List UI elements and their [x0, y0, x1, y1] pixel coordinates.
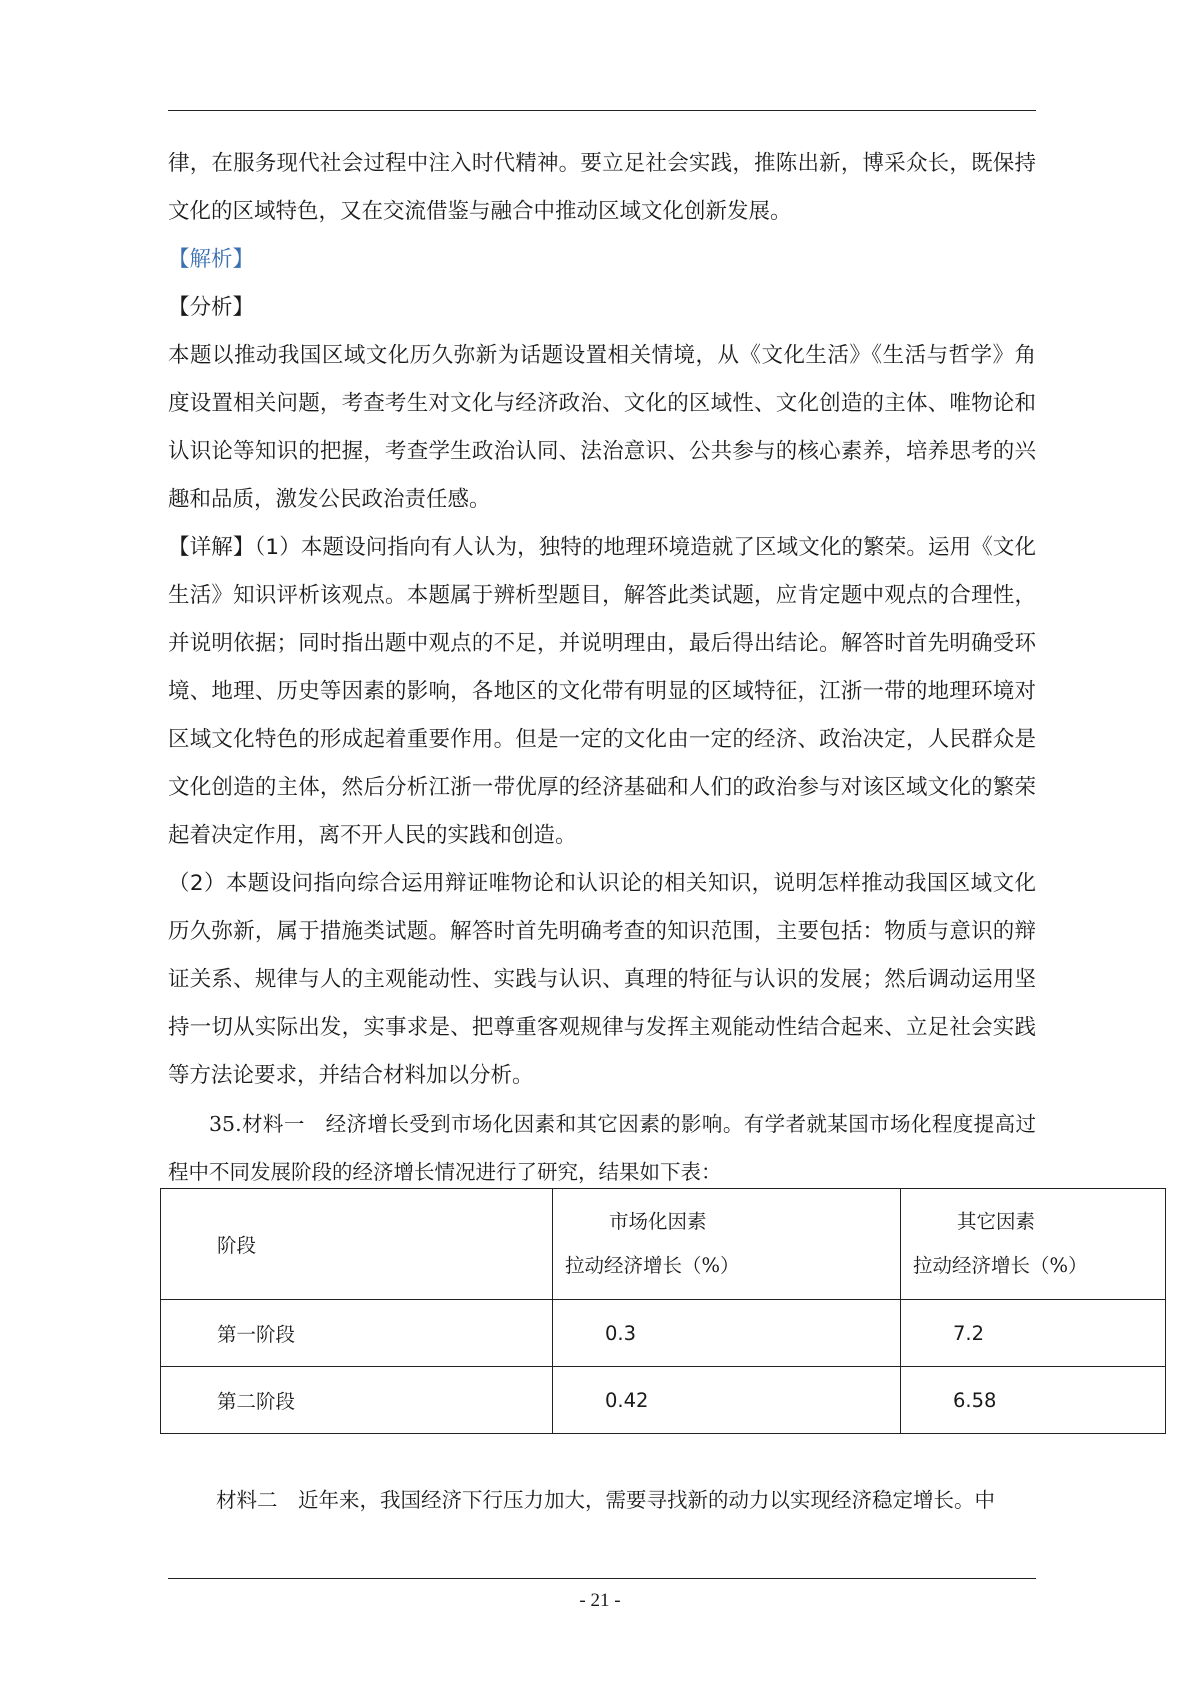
other-value-cell: 6.58 — [901, 1367, 1166, 1434]
document-body — [168, 140, 1036, 1196]
page-number: - 21 - — [579, 1590, 621, 1611]
header-market-factor: 市场化因素 拉动经济增长（%） — [553, 1189, 901, 1300]
question-35-text: 35.材料一 经济增长受到市场化因素和其它因素的影响。有学者就某国市场化程度提高过程中不同发展阶段的经济增长情况进行了研究，结果如下表： — [168, 1112, 1036, 1184]
market-value-cell: 0.3 — [553, 1300, 901, 1367]
breakdown-heading: 【分析】 — [168, 295, 255, 320]
table-row — [161, 1367, 1166, 1434]
material-2-text: 材料二 近年来，我国经济下行压力加大，需要寻找新的动力以实现经济稳定增长。中 — [216, 1488, 995, 1512]
table-row — [161, 1300, 1166, 1367]
breakdown-paragraph: 本题以推动我国区域文化历久弥新为话题设置相关情境，从《文化生活》《生活与哲学》角度设置相关问题，考查考生对文化与经济政治、文化的区域性、文化创造的主体、唯物论和认识论等知识的把握，考查学生政治认同、法治意识、公共参与的核心素养，培养思考的兴趣和品质，激发公民政治责任感。 — [168, 343, 1036, 512]
stage-cell: 第一阶段 — [161, 1300, 553, 1367]
header-rule — [168, 110, 1036, 111]
header-stage: 阶段 — [161, 1189, 553, 1300]
header-other-factor: 其它因素 拉动经济增长（%） — [901, 1189, 1166, 1300]
detail-paragraph-2: （2）本题设问指向综合运用辩证唯物论和认识论的相关知识，说明怎样推动我国区域文化历久弥新，属于措施类试题。解答时首先明确考查的知识范围，主要包括：物质与意识的辩证关系、规律与人的主观能动性、实践与认识、真理的特征与认识的发展；然后调动运用坚持一切从实际出发，实事求是、把尊重客观规律与发挥主观能动性结合起来、立足社会实践等方法论要求，并结合材料加以分析。 — [168, 871, 1036, 1088]
market-value-cell: 0.42 — [553, 1367, 901, 1434]
detail-text-1: （1）本题设问指向有人认为，独特的地理环境造就了区域文化的繁荣。运用《文化生活》知识评析该观点。本题属于辨析型题目，解答此类试题，应肯定题中观点的合理性，并说明依据；同时指出题中观点的不足，并说明理由，最后得出结论。解答时首先明确受环境、地理、历史等因素的影响，各地区的文化带有明显的区域特征，江浙一带的地理环境对区域文化特色的形成起着重要作用。但是一定的文化由一定的经济、政治决定，人民群众是文化创造的主体，然后分析江浙一带优厚的经济基础和人们的政治参与对该区域文化的繁荣起着决定作用，离不开人民的实践和创造。 — [168, 535, 1036, 848]
detail-paragraph-1 — [168, 524, 1036, 860]
continuation-paragraph: 律，在服务现代社会过程中注入时代精神。要立足社会实践，推陈出新，博采众长，既保持文化的区域特色，又在交流借鉴与融合中推动区域文化创新发展。 — [168, 151, 1036, 224]
table-header-row — [161, 1189, 1166, 1300]
analysis-heading: 【解析】 — [168, 247, 255, 272]
stage-cell: 第二阶段 — [161, 1367, 553, 1434]
detail-heading: 【详解】 — [168, 535, 255, 560]
growth-factors-table — [160, 1188, 1166, 1434]
footer-rule — [168, 1578, 1036, 1579]
other-value-cell: 7.2 — [901, 1300, 1166, 1367]
